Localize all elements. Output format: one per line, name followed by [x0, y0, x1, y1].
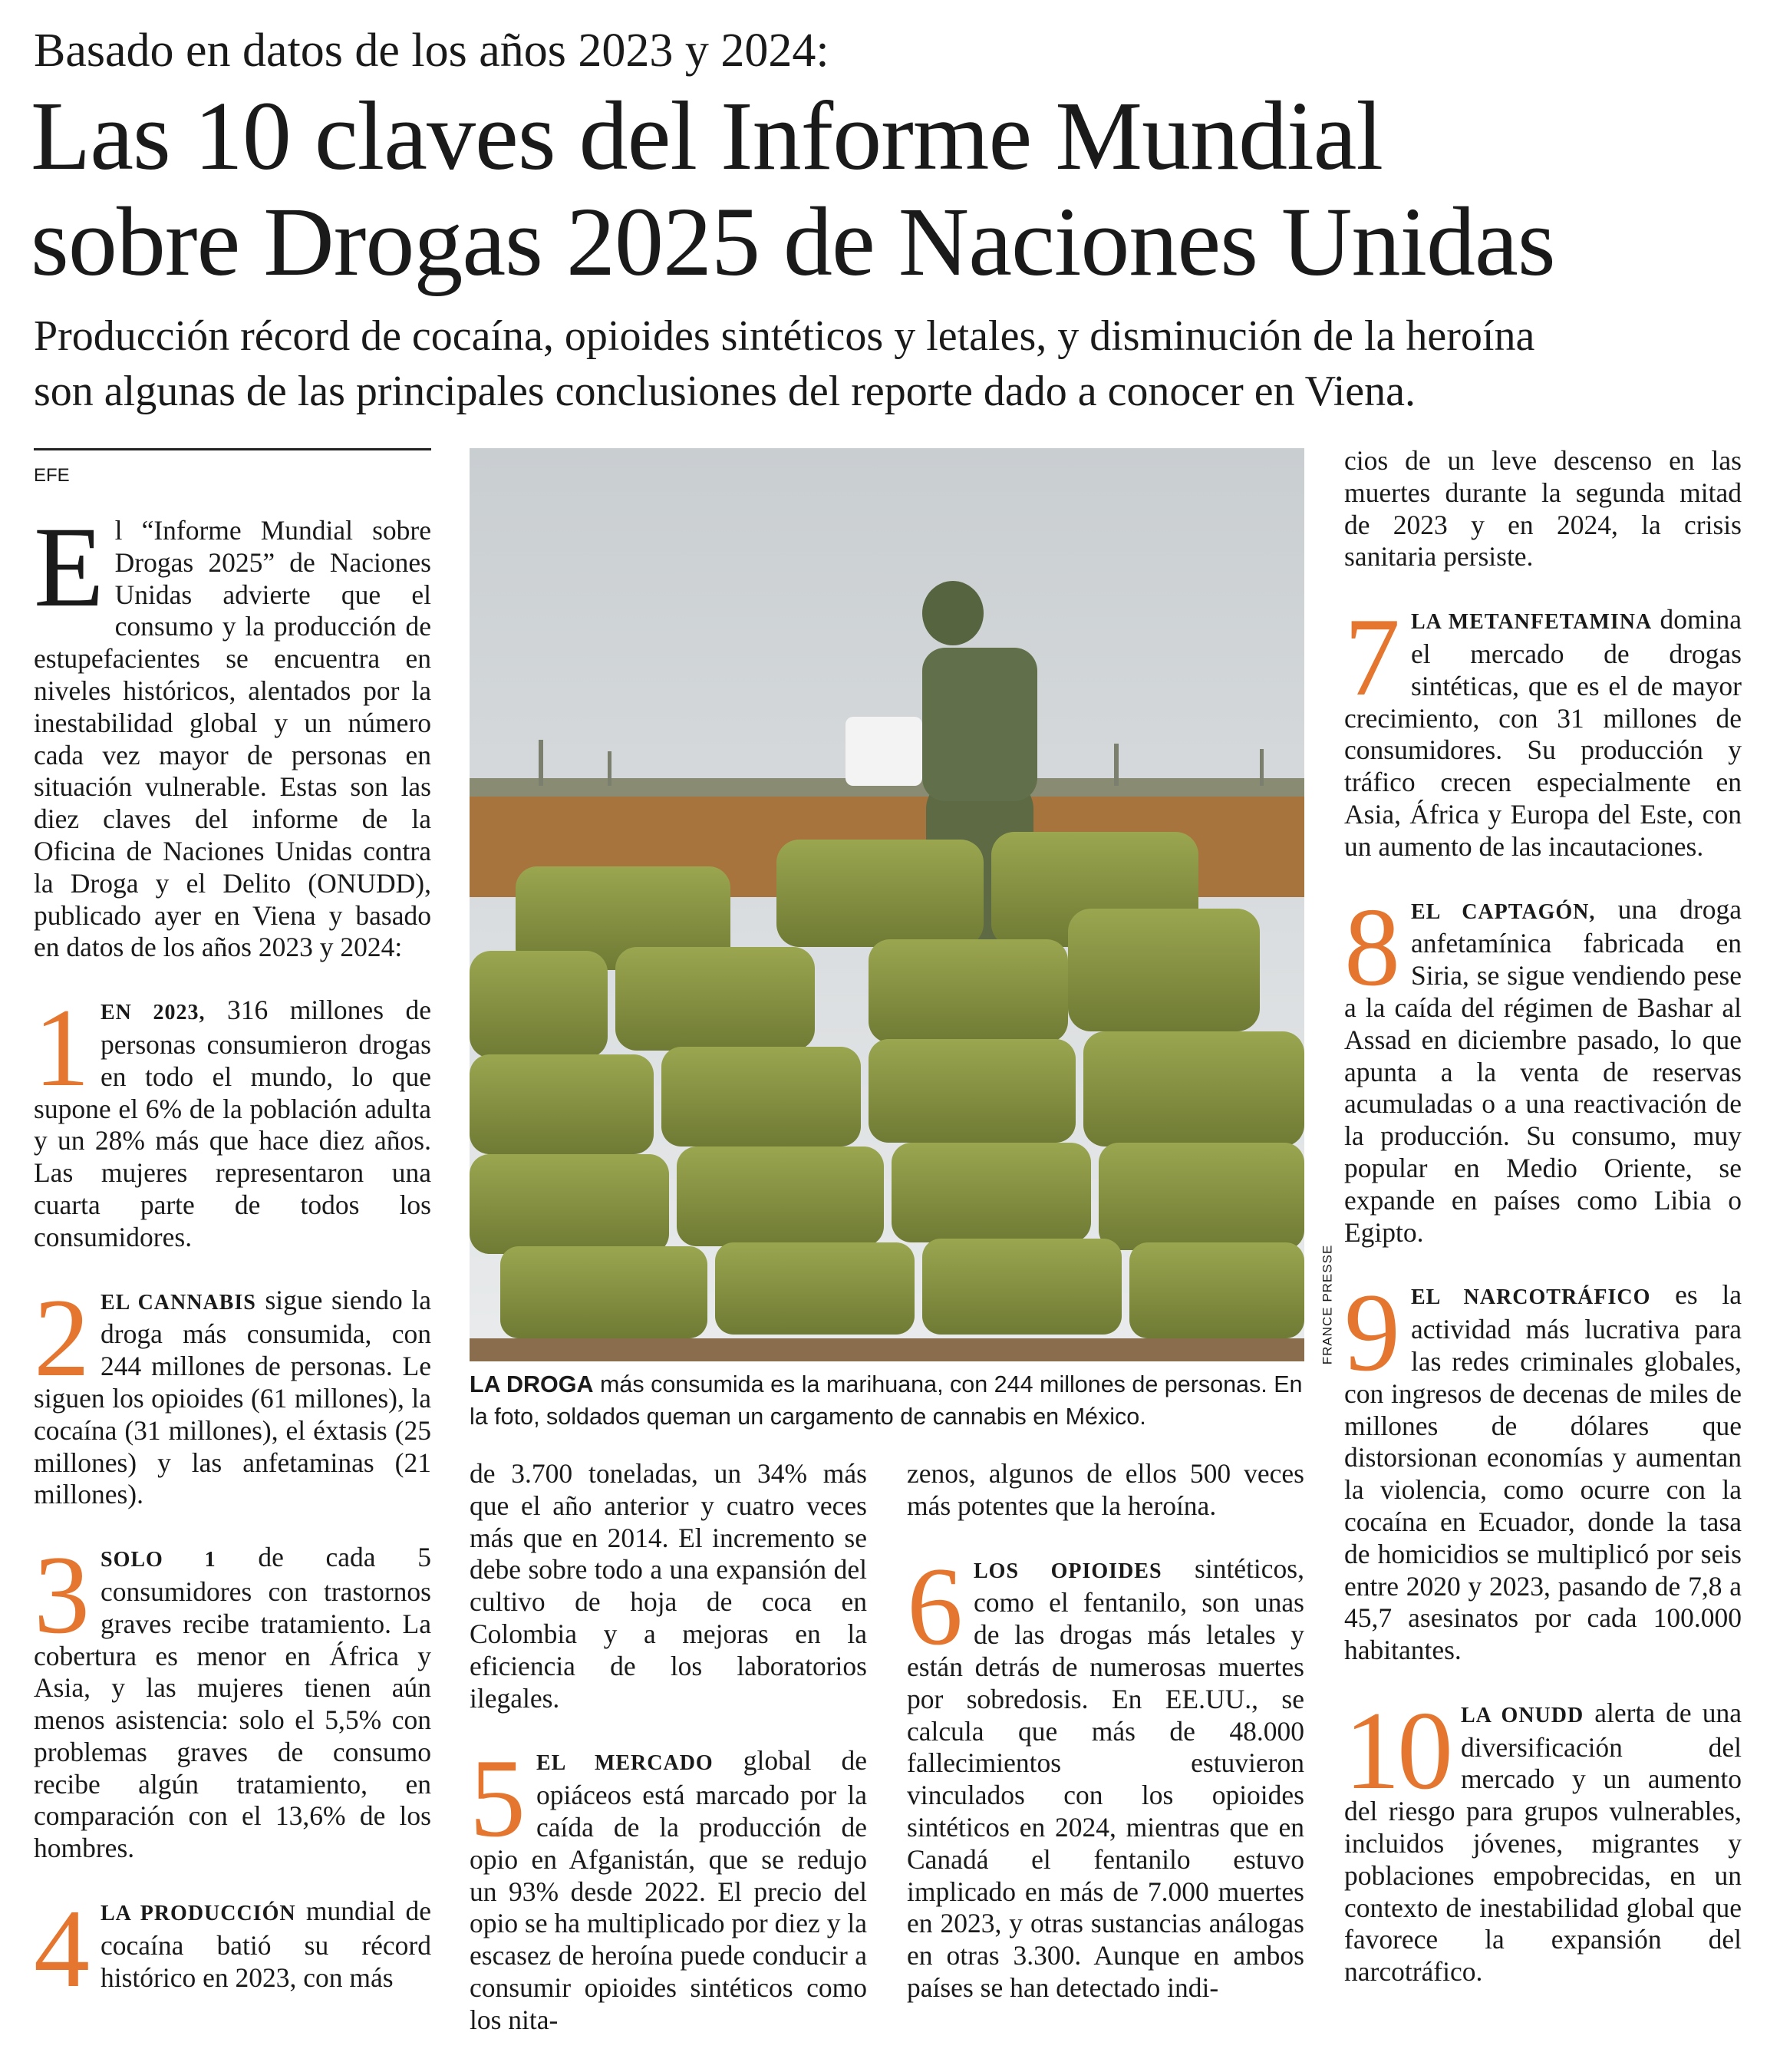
key-5-continuation: zenos, algunos de ellos 500 veces más potentes que la heroína. [907, 1458, 1304, 1521]
column-3 [907, 1458, 1304, 2004]
headline-line-1: Las 10 claves del Informe Mundial [31, 81, 1383, 190]
key-8 [1344, 884, 1742, 1249]
drop-cap: E [34, 503, 104, 631]
key-lead: LA METANFETAMINA [1411, 610, 1653, 635]
intro-text: l “Informe Mundial sobre Drogas 2025” de Naciones Unidas advierte que el consumo y la producción de estupefacientes se encuentra en niveles históricos, alentados por la inestabilidad global y un número cada vez mayor de personas en situación vulnerable. Estas son las diez claves del informe de la Oficina de Naciones Unidas contra la Droga y el Delito (ONUDD), publicado ayer en Viena y basado en datos de los años 2023 y 2024: [34, 515, 431, 963]
key-7 [1344, 595, 1742, 863]
key-number: 5 [470, 1736, 526, 1861]
caption-lead: LA DROGA [470, 1371, 594, 1397]
key-text: una droga anfetamínica fabricada en Siria, se sigue vendiendo pese a la caída del régimen de Bashar al Assad en diciembre pasado, lo que apunta a la venta de reservas acumuladas o a una reactivación de la producción. Su consumo, muy popular en Medio Oriente, se expande en países como Libia o Egipto. [1344, 893, 1742, 1248]
key-number: 8 [1344, 884, 1400, 1009]
key-6 [907, 1543, 1304, 2004]
key-text: es la actividad más lucrativa para las redes criminales globales, con ingresos de decenas de miles de millones de dólares que distorsionan economías y aumentan la violencia, como ocurre con la cocaína en Ecuador, donde la tasa de homicidios se multiplicó por seis entre 2020 y 2023, pasando de 7,8 a 45,7 asesinatos por cada 100.000 habitantes. [1344, 1279, 1742, 1666]
key-number: 2 [34, 1275, 90, 1400]
key-lead: EL NARCOTRÁFICO [1411, 1285, 1651, 1310]
key-number: 1 [34, 985, 90, 1110]
key-lead: LA ONUDD [1461, 1703, 1584, 1727]
key-1 [34, 985, 431, 1253]
key-9 [1344, 1270, 1742, 1667]
deck-line-1: Producción récord de cocaína, opioides sintéticos y letales, y disminución de la heroína [34, 312, 1535, 360]
key-4-continuation: de 3.700 toneladas, un 34% más que el año anterior y cuatro veces más que en 2014. El incremento se debe sobre todo a una expansión del cultivo de hoja de coca en Colombia y a mejoras en la eficiencia de los laboratorios ilegales. [470, 1458, 867, 1714]
key-lead: LOS OPIOIDES [974, 1559, 1162, 1583]
key-4 [34, 1886, 431, 2011]
photo-credit-text: FRANCE PRESSE [1320, 1244, 1335, 1365]
deck [34, 308, 1752, 419]
key-5 [470, 1736, 867, 2036]
key-6-continuation: cios de un leve descenso en las muertes durante la segunda mitad de 2023 y en 2024, la crisis sanitaria persiste. [1344, 445, 1742, 572]
bale-wall [470, 832, 1304, 1361]
key-text: mundial de cocaína batió su récord histórico en 2023, con más [101, 1895, 431, 1993]
intro-paragraph [34, 503, 431, 964]
key-text: 316 millones de personas consumieron drogas en todo el mundo, lo que supone el 6% de la población adulta y un 28% más que hace diez años. Las mujeres representaron una cuarta parte de todos los consumidores. [34, 995, 431, 1252]
photo-caption [470, 1368, 1306, 1433]
key-number: 6 [907, 1543, 963, 1668]
key-number: 3 [34, 1533, 90, 1658]
agency-byline: EFE [34, 448, 431, 487]
key-lead: SOLO 1 [101, 1548, 216, 1572]
key-text: domina el mercado de drogas sintéticas, que es el de mayor crecimiento, con 31 millones de consumidores. Su producción y tráfico crecen especialmente en Asia, África y Europa del Este, con un aumento de las incautaciones. [1344, 604, 1742, 862]
key-lead: EL CANNABIS [101, 1290, 256, 1315]
key-lead: EN 2023, [101, 1001, 206, 1025]
headline-line-2: sobre Drogas 2025 de Naciones Unidas [31, 187, 1555, 296]
key-lead: EL CAPTAGÓN, [1411, 899, 1596, 924]
deck-line-2: son algunas de las principales conclusiones del reporte dado a conocer en Viena. [34, 368, 1416, 415]
key-lead: EL MERCADO [536, 1751, 714, 1776]
column-1 [34, 448, 432, 2011]
key-10 [1344, 1688, 1742, 1988]
cannabis-bales-photo [470, 448, 1304, 1361]
column-4 [1344, 445, 1742, 1988]
key-2 [34, 1275, 431, 1512]
key-text: sigue siendo la droga más consumida, con 244 millones de personas. Le siguen los opioides (61 millones), la cocaína (31 millones), el éxtasis (25 millones) y las anfetaminas (21 millones). [34, 1284, 431, 1510]
headline [31, 83, 1757, 295]
caption-text: más consumida es la marihuana, con 244 millones de personas. En la foto, soldados queman un cargamento de cannabis en México. [470, 1371, 1303, 1430]
key-number: 4 [34, 1886, 90, 2011]
key-number: 10 [1344, 1688, 1450, 1813]
kicker: Basado en datos de los años 2023 y 2024: [34, 25, 829, 77]
news-photo [470, 448, 1304, 1361]
key-number: 7 [1344, 595, 1400, 720]
key-text: global de opiáceos está marcado por la caída de la producción de opio en Afganistán, que se redujo un 93% desde 2022. El precio del opio se ha multiplicado por diez y la escasez de heroína puede conducir a consumir opioides sintéticos como los nita- [470, 1745, 867, 2035]
key-lead: LA PRODUCCIÓN [101, 1902, 296, 1926]
key-text: de cada 5 consumidores con trastornos graves recibe tratamiento. La cobertura es menor en África y Asia, y las mujeres tienen aún menos asistencia: solo el 5,5% con problemas graves de consumo recibe algún tratamiento, en comparación con el 13,6% de los hombres. [34, 1542, 432, 1864]
key-text: alerta de una diversificación del mercado y un aumento del riesgo para grupos vulnerables, incluidos jóvenes, migrantes y poblaciones empobrecidas, en un contexto de inestabilidad global que favorece la expansión del narcotráfico. [1344, 1697, 1742, 1988]
key-number: 9 [1344, 1270, 1400, 1395]
key-3 [34, 1533, 432, 1865]
column-2 [470, 1458, 867, 2037]
key-text: sintéticos, como el fentanilo, son unas de las drogas más letales y están detrás de numerosas muertes por sobredosis. En EE.UU., se calcula que más de 48.000 fallecimientos estuvieron vinculados con los opioides sintéticos en 2024, mientras que en Canadá el fentanilo estuvo implicado en más de 7.000 muertes en 2023, y otras sustancias análogas en otras 3.300. Aunque en ambos países se han detectado indi- [907, 1552, 1304, 2003]
photo-credit [1306, 1244, 1335, 1365]
